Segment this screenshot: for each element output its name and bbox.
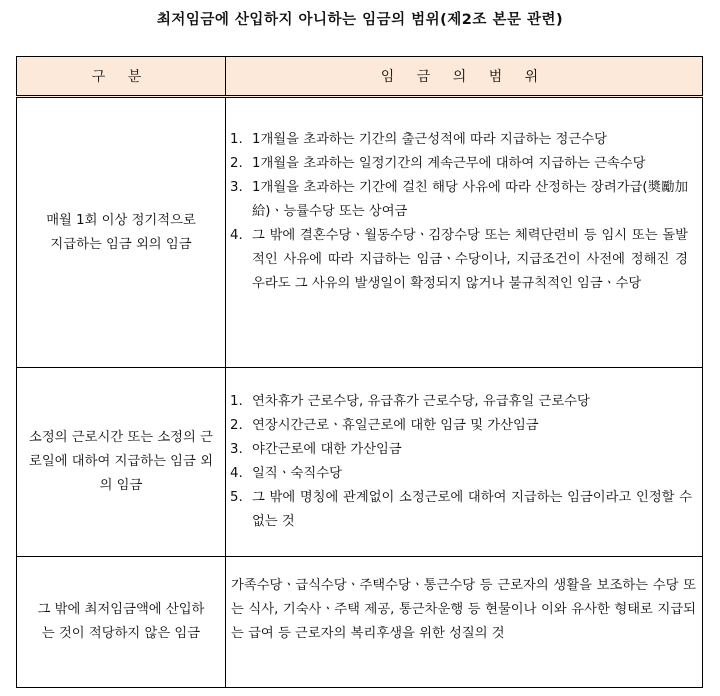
row-content — [226, 368, 703, 557]
wage-range-table — [16, 56, 703, 688]
item-list — [226, 98, 702, 296]
list-item: 2. 연장시간근로ㆍ휴일근로에 대한 임금 및 가산임금 — [230, 418, 539, 433]
table-row — [17, 97, 703, 368]
header-wage-range: 임 금 의 범 위 — [226, 57, 703, 97]
row-paragraph: 가족수당ㆍ급식수당ㆍ주택수당ㆍ통근수당 등 근로자의 생활을 보조하는 수당 또는 식사, 기숙사ㆍ주택 제공, 통근차운행 등 현물이나 이와 유사한 형태로 지급되는 급여 등 근로자의 복리후생을 위한 성질의 것 — [231, 578, 696, 641]
row-content — [226, 557, 703, 688]
row-label: 매월 1회 이상 정기적으로 지급하는 임금 외의 임금 — [17, 97, 226, 368]
list-item: 4. 그 밖에 결혼수당ㆍ월동수당ㆍ김장수당 또는 체력단련비 등 임시 또는 돌발적인 사유에 따라 지급하는 임금ㆍ수당이나, 지급조건이 사전에 정해진 경우라도 그 사유의 발생일이 확정되지 않거나 불규칙적인 임금ㆍ수당 — [230, 228, 688, 291]
list-item: 3. 야간근로에 대한 가산임금 — [230, 442, 402, 457]
row-label: 소정의 근로시간 또는 소정의 근로일에 대하여 지급하는 임금 외의 임금 — [17, 368, 226, 557]
table-row — [17, 557, 703, 688]
table-header-row — [17, 57, 703, 97]
list-item: 3. 1개월을 초과하는 기간에 걸친 해당 사유에 따라 산정하는 장려가급(奬勵加給)ㆍ능률수당 또는 상여금 — [230, 180, 688, 219]
header-category: 구 분 — [17, 57, 226, 97]
row-label: 그 밖에 최저임금액에 산입하는 것이 적당하지 않은 임금 — [17, 557, 226, 688]
list-item: 5. 그 밖에 명칭에 관계없이 소정근로에 대하여 지급하는 임금이라고 인정할 수 없는 것 — [230, 490, 692, 529]
list-item: 1. 1개월을 초과하는 기간의 출근성적에 따라 지급하는 정근수당 — [230, 132, 607, 147]
list-item: 1. 연차휴가 근로수당, 유급휴가 근로수당, 유급휴일 근로수당 — [230, 394, 590, 409]
list-item: 2. 1개월을 초과하는 일정기간의 계속근무에 대하여 지급하는 근속수당 — [230, 156, 646, 171]
list-item: 4. 일직ㆍ숙직수당 — [230, 466, 342, 481]
table-row — [17, 368, 703, 557]
row-content — [226, 97, 703, 368]
page-title: 최저임금에 산입하지 아니하는 임금의 범위(제2조 본문 관련) — [156, 12, 564, 28]
item-list — [226, 368, 702, 534]
